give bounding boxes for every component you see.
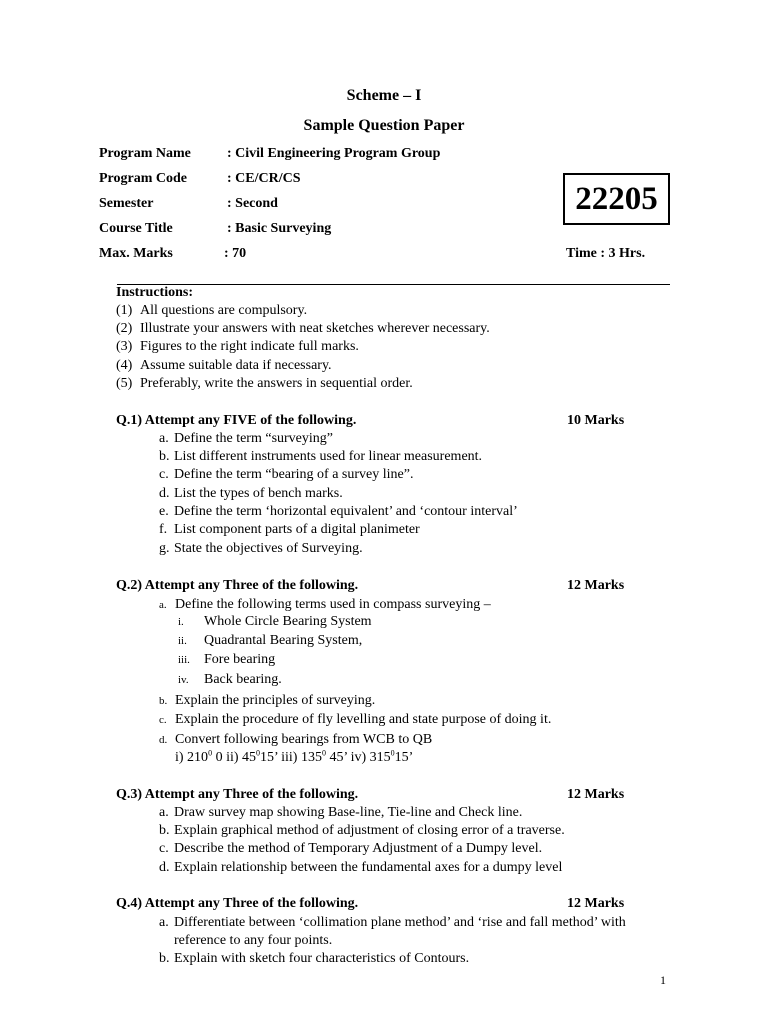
item-text: Explain graphical method of adjustment of closing error of a traverse.	[174, 823, 565, 838]
instruction-item	[116, 321, 490, 337]
item-text: Define the term “surveying”	[174, 431, 333, 446]
instruction-number: (3)	[116, 339, 133, 354]
item-text: State the objectives of Surveying.	[174, 541, 363, 556]
question-item	[159, 860, 563, 876]
course-code-box	[563, 173, 670, 225]
instruction-number: (2)	[116, 321, 133, 336]
item-label: b.	[159, 951, 170, 966]
question-marks: 12 Marks	[567, 896, 625, 911]
item-label: d.	[159, 860, 170, 875]
question-item	[159, 712, 552, 728]
program-code-label: Program Code	[99, 171, 187, 186]
bearings-line: i) $210^0$ 0 ii) $45^015$’ iii) $135^0$ 45’ iv) $315^015$’	[175, 748, 414, 765]
question-title: Q.3) Attempt any Three of the following.	[116, 787, 359, 802]
question-item	[159, 486, 343, 502]
item-label: e.	[159, 504, 169, 519]
question-marks: 10 Marks	[567, 413, 625, 428]
instruction-text: Preferably, write the answers in sequential order.	[140, 376, 413, 391]
item-label: b.	[159, 823, 170, 838]
item-label: c.	[159, 714, 167, 726]
instruction-text: Assume suitable data if necessary.	[140, 358, 332, 373]
sub-item	[178, 672, 282, 688]
semester-value: : Second	[227, 196, 278, 211]
item-label: b.	[159, 449, 170, 464]
sub-item-label: iii.	[178, 654, 190, 666]
item-text: Define the term “bearing of a survey line”.	[174, 467, 414, 482]
question-item	[159, 522, 420, 538]
item-text: Describe the method of Temporary Adjustment of a Dumpy level.	[174, 841, 543, 856]
question-marks: 12 Marks	[567, 578, 625, 593]
question-marks: 12 Marks	[567, 787, 625, 802]
question-item	[159, 732, 433, 748]
item-label: c.	[159, 841, 169, 856]
program-name-label: Program Name	[99, 146, 191, 161]
semester-label: Semester	[99, 196, 154, 211]
sub-item-label: iv.	[178, 674, 189, 686]
item-label: f.	[159, 522, 168, 537]
max-marks-value: : 70	[224, 246, 247, 261]
item-label: g.	[159, 541, 170, 556]
instructions-heading: Instructions:	[116, 285, 194, 300]
sub-item-label: i.	[178, 616, 184, 628]
sub-item-text: Fore bearing	[204, 652, 276, 667]
item-text: Convert following bearings from WCB to QB	[175, 732, 433, 747]
item-text: List different instruments used for linear measurement.	[174, 449, 483, 464]
sub-item-text: Quadrantal Bearing System,	[204, 633, 363, 648]
item-label: b.	[159, 695, 168, 707]
item-label: a.	[159, 431, 169, 446]
item-text: Differentiate between ‘collimation plane method’ and ‘rise and fall method’ with	[174, 915, 626, 930]
sub-item	[178, 633, 363, 649]
item-label: a.	[159, 599, 167, 611]
question-item	[159, 467, 414, 483]
item-label: d.	[159, 486, 170, 501]
instruction-number: (5)	[116, 376, 133, 391]
instruction-item	[116, 339, 359, 355]
question-item	[159, 841, 543, 857]
instruction-number: (1)	[116, 303, 133, 318]
instruction-text: Figures to the right indicate full marks.	[140, 339, 359, 354]
item-text: List the types of bench marks.	[174, 486, 343, 501]
instruction-text: All questions are compulsory.	[140, 303, 308, 318]
question-title: Q.4) Attempt any Three of the following.	[116, 896, 359, 911]
instruction-text: Illustrate your answers with neat sketches wherever necessary.	[140, 321, 490, 336]
question-item	[159, 823, 565, 839]
question-item-continuation: reference to any four points.	[174, 933, 333, 948]
item-label: c.	[159, 467, 169, 482]
item-text: Explain relationship between the fundamental axes for a dumpy level	[174, 860, 563, 875]
question-item	[159, 504, 518, 520]
sub-item-text: Back bearing.	[204, 672, 282, 687]
program-code-value: : CE/CR/CS	[227, 171, 301, 186]
question-item	[159, 805, 523, 821]
item-text: Define the term ‘horizontal equivalent’ and ‘contour interval’	[174, 504, 518, 519]
question-item	[159, 915, 626, 931]
item-label: d.	[159, 734, 168, 746]
item-text: Explain the principles of surveying.	[175, 693, 376, 708]
instruction-item	[116, 358, 332, 374]
scheme-heading: Scheme – I	[346, 87, 422, 104]
question-title: Q.2) Attempt any Three of the following.	[116, 578, 359, 593]
question-item	[159, 449, 483, 465]
item-text: Explain with sketch four characteristics of Contours.	[174, 951, 470, 966]
max-marks-label: Max. Marks	[99, 246, 173, 261]
course-title-label: Course Title	[99, 221, 173, 236]
instruction-item	[116, 303, 308, 319]
sub-item	[178, 614, 372, 630]
course-title-value: : Basic Surveying	[227, 221, 332, 236]
sub-item-text: Whole Circle Bearing System	[204, 614, 372, 629]
program-name-value: : Civil Engineering Program Group	[227, 146, 441, 161]
time-value: Time : 3 Hrs.	[566, 246, 646, 261]
question-item	[159, 951, 470, 967]
question-item	[159, 541, 363, 557]
item-text: List component parts of a digital planimeter	[174, 522, 420, 537]
sub-item-label: ii.	[178, 635, 187, 647]
course-code: 22205	[575, 180, 658, 217]
item-text: Draw survey map showing Base-line, Tie-line and Check line.	[174, 805, 523, 820]
question-title: Q.1) Attempt any FIVE of the following.	[116, 413, 357, 428]
divider-line	[117, 284, 670, 285]
instruction-number: (4)	[116, 358, 133, 373]
item-text: Define the following terms used in compass surveying –	[175, 597, 491, 612]
question-item	[159, 431, 333, 447]
question-item	[159, 597, 491, 613]
instruction-item	[116, 376, 413, 392]
sub-item	[178, 652, 276, 668]
item-text: Explain the procedure of fly levelling and state purpose of doing it.	[175, 712, 552, 727]
item-label: a.	[159, 915, 169, 930]
question-item	[159, 693, 376, 709]
paper-title: Sample Question Paper	[303, 117, 465, 134]
page-number: 1	[660, 973, 666, 987]
item-label: a.	[159, 805, 169, 820]
